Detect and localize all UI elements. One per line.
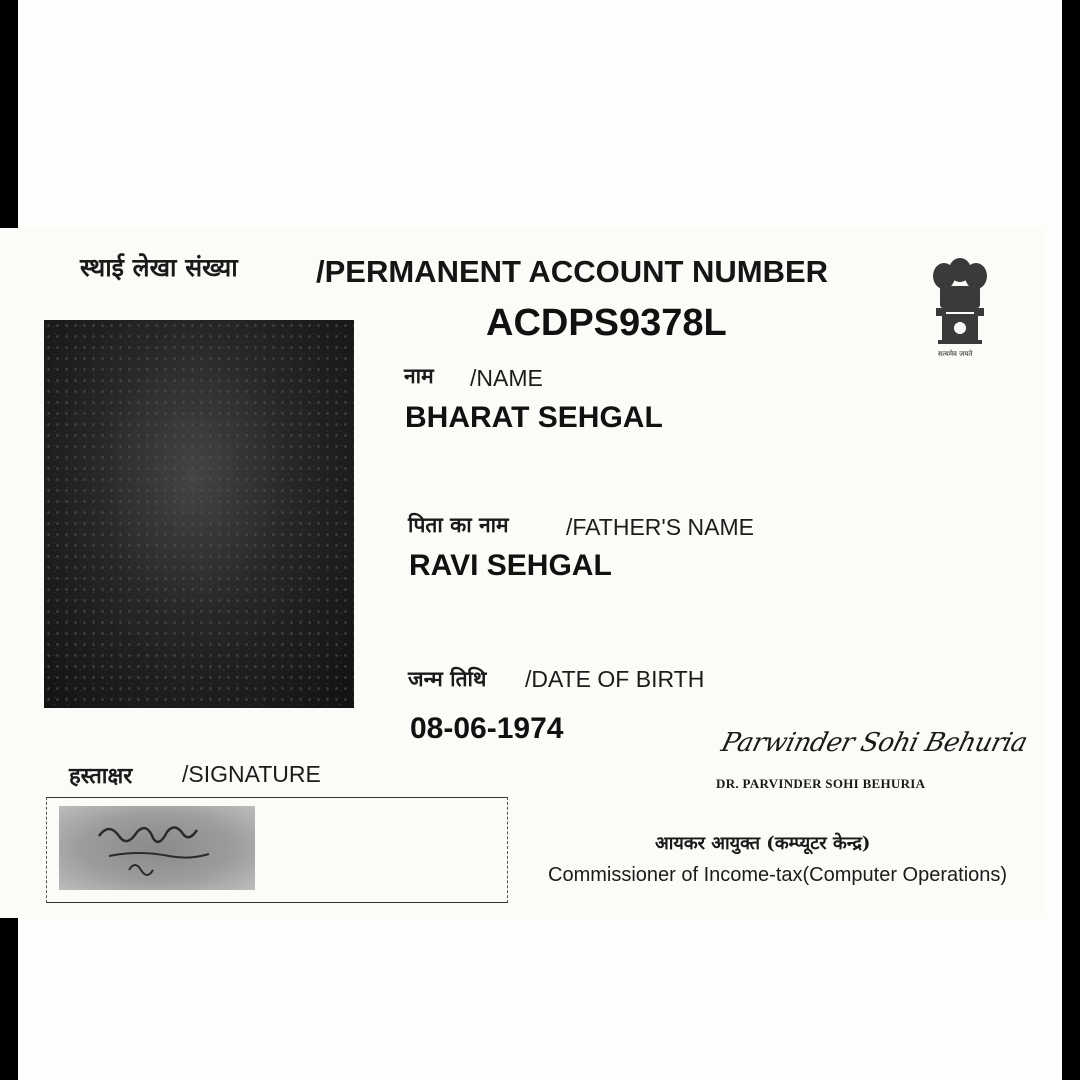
father-name-english-label: /FATHER'S NAME <box>566 514 754 540</box>
signature-english-label: /SIGNATURE <box>182 761 321 787</box>
issuer-title-hindi: आयकर आयुक्त (कम्प्यूटर केन्द्र) <box>655 833 871 854</box>
pan-english-label: /PERMANENT ACCOUNT NUMBER <box>316 254 829 289</box>
signature-hindi-label: हस्ताक्षर <box>69 763 133 789</box>
name-hindi-label: नाम <box>404 363 434 388</box>
dob-english-label: /DATE OF BIRTH <box>525 666 705 692</box>
cardholder-photo <box>44 320 354 708</box>
father-name-hindi-label: पिता का नाम <box>408 512 509 537</box>
name-value: BHARAT SEHGAL <box>405 401 663 434</box>
name-english-label: /NAME <box>470 365 543 391</box>
emblem-motto: सत्यमेव जयते <box>938 350 973 358</box>
national-emblem-icon <box>928 250 992 362</box>
issuer-name: DR. PARVINDER SOHI BEHURIA <box>716 776 926 791</box>
issuer-signature: Parwinder Sohi Behuria <box>718 728 1031 758</box>
dob-value: 08-06-1974 <box>410 712 564 745</box>
cardholder-signature-image <box>59 806 255 890</box>
signature-box <box>46 797 508 903</box>
pan-hindi-label: स्थाई लेखा संख्या <box>80 253 238 282</box>
pan-number: ACDPS9378L <box>486 302 727 344</box>
issuer-title-english: Commissioner of Income-tax(Computer Operations) <box>548 864 1008 886</box>
father-name-value: RAVI SEHGAL <box>409 549 612 582</box>
dob-hindi-label: जन्म तिथि <box>408 666 487 691</box>
